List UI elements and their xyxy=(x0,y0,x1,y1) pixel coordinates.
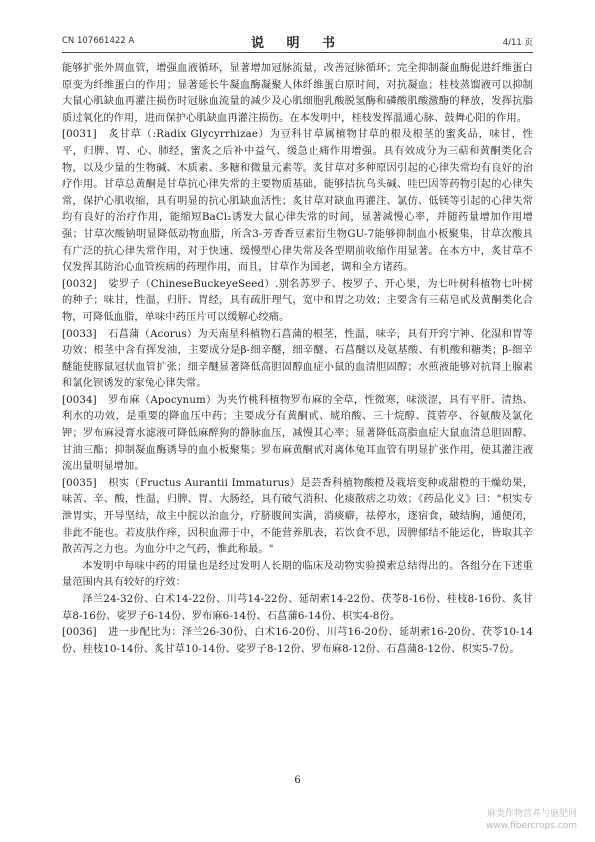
watermark xyxy=(486,808,577,832)
paragraph-dosage-intro xyxy=(62,559,533,592)
watermark-url: www.fibercrops.com xyxy=(486,821,577,831)
document-title: 说 明 书 xyxy=(250,36,345,51)
paragraph-text: 炙甘草（:Radix Glycyrrhizae）为豆科甘草属植物甘草的根及根茎的蜜炙品，味甘，性平，归脾、胃、心、肺经，蜜炙之后补中益气、缓急止痛作用增强。具有效成分为三萜和黄酮类化合物，以及少量的生物碱、木质素、多糖和微量元素等。炙甘草对多种原因引起的心律失常均有良好的治疗作用。甘草总黄酮是甘草抗心律失常的主要物质基础，能够拮抗乌头碱、哇巴因等药物引起的心律失常，保护心肌收缩，具有明显的抗心肌缺血活性；炙甘草对缺血再灌注、氯仿、低镁等引起的心律失常均有良好的治疗作用，能缩短BaCl₂诱发大鼠心律失常的时间，显著减慢心率，并随药量增加作用增强；甘草次酸钠明显降低动物血脂，所含3-芳香香豆素衍生物GU-7能够抑制血小板聚集，甘草次酸具有广泛的抗心律失常作用，对于快速、缓慢型心律失常及各型期前收缩作用显著。在本方中，炙甘草不仅发挥其防治心血管疾病的药理作用，而且，甘草作为国老，调和全方诸药。 xyxy=(62,129,533,274)
paragraph-text: 泽兰24-32份、白术14-22份、川芎14-22份、延胡索14-22份、茯苓8-16份、桂枝8-16份、炙甘草8-16份、娑罗子6-14份、罗布麻6-14份、石菖蒲6-14份、枳实4-8份。 xyxy=(62,594,533,622)
paragraph-text: 本发明中每味中药的用量也是经过发明人长期的临床及动物实验摸索总结得出的。各组分在下述重量范围内具有较好的疗效： xyxy=(62,560,533,589)
paragraph-dosage-ranges xyxy=(62,592,533,625)
paragraph-number: [0031] xyxy=(62,129,97,141)
document-body xyxy=(62,61,533,658)
page-count: 4/11 页 xyxy=(502,38,533,48)
paragraph-number: [0036] xyxy=(62,627,97,639)
paragraph-0033 xyxy=(62,327,533,393)
header-divider xyxy=(62,52,533,53)
paragraph-0034 xyxy=(62,393,533,476)
paragraph-text: 娑罗子（ChineseBuckeyeSeed）.别名苏罗子、梭罗子、开心果，为七叶树科植物七叶树的种子；味甘，性温，归肝、胃经，具有疏肝理气，宽中和胃之功效；主要含有三萜皂甙及黄酮类化合物，可降低血脂，单味中药压片可以缓解心绞痛。 xyxy=(62,278,533,323)
paragraph-0032 xyxy=(62,277,533,327)
paragraph-number: [0034] xyxy=(62,394,97,406)
paragraph-0031 xyxy=(62,127,533,276)
paragraph-text: 罗布麻（Apocynum）为夹竹桃科植物罗布麻的全草，性微寒，味淡涩，具有平肝、清热、利水的功效，是重要的降血压中药；主要成分有黄酮甙、琥珀酸、三十烷醇、莨菪亭、谷氨酸及氯化钾；罗布麻浸膏水滤液可降低麻醉狗的静脉血压，减慢其心率；显著降低高脂血症大鼠血清总胆固醇、甘油三酯；抑制凝血酶诱导的血小板聚集；罗布麻黄酮甙对离体兔耳血管有明显扩张作用，使其灌注液流出量明显增加。 xyxy=(62,394,533,473)
paragraph-text: 枳实（Fructus Aurantii Immaturus）是芸香科植物酸橙及栽培变种或甜橙的干燥幼果，味苦、辛、酸，性温，归脾、胃、大肠经，具有破气消积、化痰散痞之功效；《药品化义》曰："枳实专泄胃实，开导坚结，故主中脘以治血分，疗脐腹间实满，消痰癖，祛停水，逐宿食，破结胸，通便闭，非此不能也。若皮肤作痒，因积血滞于中，不能营养肌表，若饮食不思，因脾郁结不能运化，皆取其辛散苦泻之力也。为血分中之气药，惟此称最。" xyxy=(62,477,533,556)
paragraph-0036 xyxy=(62,625,533,658)
paragraph-text: 能够扩张外周血管，增强血液循环，显著增加冠脉流量，改善冠脉循环；完全抑制凝血酶促进纤维蛋白原变为纤维蛋白的作用；显著延长牛凝血酶凝聚人体纤维蛋白原时间，对抗凝血；桂枝蒸馏液可以抑制大鼠心肌缺血再灌注损伤时冠脉血流量的减少及心肌细胞乳酸脱氢酶和磷酸肌酸激酶的释放，发挥抗脂质过氧化的作用，进而保护心肌缺血再灌注损伤。在本发明中，桂枝发挥温通心脉、鼓舞心阳的作用。 xyxy=(62,63,533,124)
paragraph-text: 进一步配比为：泽兰26-30份、白术16-20份、川芎16-20份、延胡索16-20份、茯苓10-14份、桂枝10-14份、炙甘草10-14份、娑罗子8-12份、罗布麻8-12份、石菖蒲8-12份、枳实5-7份。 xyxy=(62,627,533,655)
paragraph-0035 xyxy=(62,476,533,559)
page-header xyxy=(62,32,533,50)
paragraph-continuation xyxy=(62,61,533,127)
paragraph-number: [0033] xyxy=(62,328,97,340)
document-number: CN 107661422 A xyxy=(62,36,135,46)
page-number: 6 xyxy=(294,775,301,786)
paragraph-number: [0035] xyxy=(62,477,97,489)
paragraph-text: 石菖蒲（Acorus）为天南星科植物石菖蒲的根茎，性温，味辛，具有开窍宁神、化湿和胃等功效；根茎中含有挥发油，主要成分是β-细辛醚，细辛醚、石菖醚以及氨基酸、有机酸和糖类；β-细辛醚能使豚鼠冠状血管扩张；细辛醚显著降低高胆固醇血症小鼠的血清胆固醇；水煎液能够对抗肾上腺素和氯化钡诱发的家兔心律失常。 xyxy=(62,328,533,390)
watermark-title: 麻类作物营养与施肥网 xyxy=(486,809,577,819)
paragraph-number: [0032] xyxy=(62,278,97,290)
